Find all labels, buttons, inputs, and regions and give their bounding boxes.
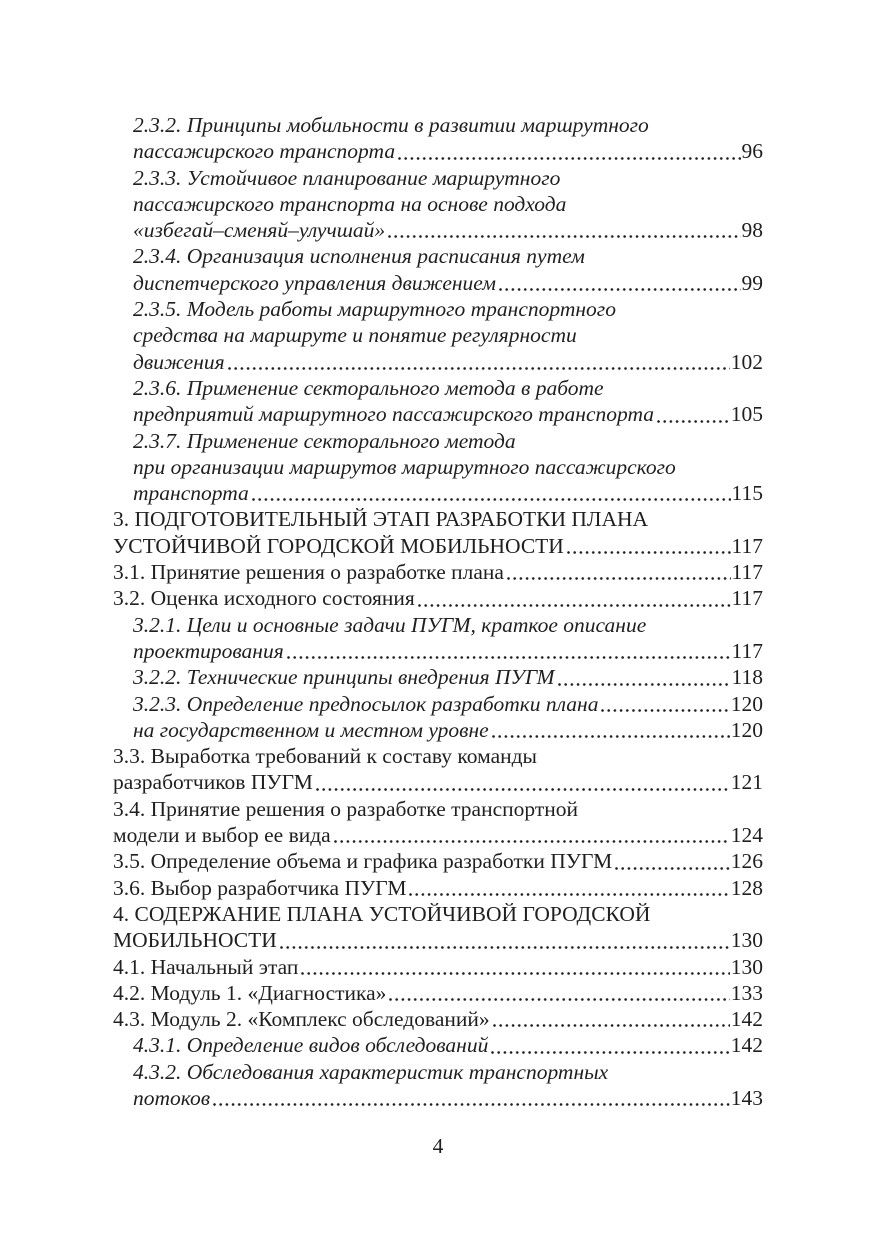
toc-line [113,322,763,348]
toc-line [113,480,763,506]
toc-entry-text: 3.5. Определение объема и графика разработки ПУГМ [113,849,613,874]
toc-line [113,717,763,743]
toc-page-number: 143 [730,1085,763,1110]
toc-line [113,1006,763,1032]
dot-leader [492,735,730,738]
toc-page-number: 142 [730,1033,763,1058]
dot-leader [213,1103,730,1106]
toc-page-number: 105 [730,402,763,427]
toc-entry-text: 3.2.1. Цели и основные задачи ПУГМ, краткое описание [133,612,647,637]
toc-line [113,243,763,269]
toc-entry-text: на государственном и местном уровне [133,717,489,742]
toc-entry-text: 3. ПОДГОТОВИТЕЛЬНЫЙ ЭТАП РАЗРАБОТКИ ПЛАНА [113,507,649,532]
toc-line [113,296,763,322]
toc-entry-text: 2.3.3. Устойчивое планирование маршрутного [133,165,561,190]
toc-line [113,349,763,375]
toc-line [113,796,763,822]
toc-line [113,769,763,795]
toc-line [113,927,763,953]
toc-line [113,743,763,769]
toc-page-number: 117 [731,560,763,585]
toc-page-number: 120 [730,717,763,742]
dot-leader [301,972,729,975]
toc-entry-text: модели и выбор ее вида [113,823,331,848]
dot-leader [228,367,730,370]
toc-line [113,901,763,927]
toc-entry-text: 3.6. Выбор разработчика ПУГМ [113,875,407,900]
toc-page-number: 130 [730,954,763,979]
toc-line [113,822,763,848]
toc-page-number: 133 [730,980,763,1005]
toc-line [113,401,763,427]
toc-page-number: 128 [730,875,763,900]
toc-line [113,638,763,664]
toc-entry-text: пассажирского транспорта на основе подхода [133,191,567,216]
toc-entry-text: 3.2.2. Технические принципы внедрения ПУГМ [133,665,555,690]
toc-line [113,980,763,1006]
toc-line [113,165,763,191]
dot-leader [558,683,731,686]
toc-entry-text: 4.3. Модуль 2. «Комплекс обследований» [113,1007,490,1032]
toc-entry-text: пассажирского транспорта [133,139,396,164]
toc-line [113,428,763,454]
toc-line [113,559,763,585]
toc-entry-text: средства на маршруте и понятие регулярности [133,323,577,348]
toc-page-number: 120 [730,691,763,716]
dot-leader [491,1051,729,1054]
toc-page-number: 115 [731,481,763,506]
toc-entry-text: 3.4. Принятие решения о разработке транспортной [113,796,579,821]
toc-list [113,112,763,1111]
toc-page-number: 117 [731,586,763,611]
toc-entry-text: 4. СОДЕРЖАНИЕ ПЛАНА УСТОЙЧИВОЙ ГОРОДСКОЙ [113,901,651,926]
toc-line [113,217,763,243]
toc-page-number: 124 [730,823,763,848]
toc-entry-text: проектирования [133,638,284,663]
toc-line [113,1032,763,1058]
toc-entry-text: 2.3.4. Организация исполнения расписания путем [133,244,585,269]
toc-page-number: 102 [730,349,763,374]
toc-entry-text: 3.2.3. Определение предпосылок разработки плана [133,691,599,716]
toc-line [113,875,763,901]
toc-page-number: 98 [741,218,763,243]
toc-entry-text: диспетчерского управления движением [133,270,497,295]
toc-line [113,138,763,164]
toc-entry-text: 4.2. Модуль 1. «Диагностика» [113,980,387,1005]
toc-entry-text: 2.3.7. Применение секторального метода [133,428,516,453]
toc-entry-text: МОБИЛЬНОСТИ [113,928,277,953]
toc-line [113,533,763,559]
dot-leader [601,709,729,712]
toc-line [113,191,763,217]
toc-line [113,270,763,296]
toc-page-number: 117 [731,533,763,558]
toc-page-number: 130 [730,928,763,953]
toc-line [113,1085,763,1111]
dot-leader [615,867,730,870]
toc-entry-text: 4.1. Начальный этап [113,954,299,979]
toc-entry-text: УСТОЙЧИВОЙ ГОРОДСКОЙ МОБИЛЬНОСТИ [113,533,564,558]
toc-entry-text: 2.3.6. Применение секторального метода в работе [133,375,604,400]
dot-leader [507,577,731,580]
toc-line [113,664,763,690]
toc-entry-text: 2.3.2. Принципы мобильности в развитии маршрутного [133,113,649,137]
dot-leader [657,420,730,423]
dot-leader [287,656,731,659]
dot-leader [409,893,729,896]
toc-line [113,506,763,532]
toc-entry-text: 3.1. Принятие решения о разработке плана [113,560,504,585]
toc-line [113,1059,763,1085]
toc-line [113,954,763,980]
toc-line [113,612,763,638]
toc-page-number: 142 [730,1007,763,1032]
toc-entry-text: предприятий маршрутного пассажирского транспорта [133,402,655,427]
toc-page-number: 117 [731,638,763,663]
toc-page-number: 99 [741,270,763,295]
dot-leader [418,604,731,607]
dot-leader [398,157,740,160]
toc-entry-text: разработчиков ПУГМ [113,770,313,795]
toc-entry-text: 4.3.2. Обследования характеристик транспортных [133,1059,609,1084]
dot-leader [389,998,729,1001]
toc-entry-text: 3.2. Оценка исходного состояния [113,586,415,611]
toc-entry-text: 4.3.1. Определение видов обследований [133,1033,489,1058]
toc-line [113,454,763,480]
toc-entry-text: 3.3. Выработка требований к составу команды [113,744,538,769]
toc-entry-text: движения [133,349,225,374]
toc-entry-text: транспорта [133,481,249,506]
toc-page-number: 118 [731,665,763,690]
dot-leader [388,235,740,238]
toc-page-number: 126 [730,849,763,874]
dot-leader [280,946,730,949]
toc-entry-text: 2.3.5. Модель работы маршрутного транспортного [133,297,616,322]
toc-line [113,848,763,874]
toc-line [113,691,763,717]
dot-leader [493,1024,730,1027]
toc-line [113,585,763,611]
dot-leader [334,840,730,843]
dot-leader [252,498,731,501]
toc-page-number: 121 [730,770,763,795]
toc-entry-text: «избегай–сменяй–улучшай» [133,218,386,243]
toc-line [113,112,763,138]
toc-entry-text: потоков [133,1085,211,1110]
dot-leader [567,551,731,554]
toc-page-number: 96 [741,139,763,164]
footer-page-number: 4 [432,1134,444,1158]
toc-line [113,375,763,401]
toc-entry-text: при организации маршрутов маршрутного пассажирского [133,454,676,479]
dot-leader [499,288,740,291]
page-footer [0,1133,876,1159]
dot-leader [316,788,730,791]
